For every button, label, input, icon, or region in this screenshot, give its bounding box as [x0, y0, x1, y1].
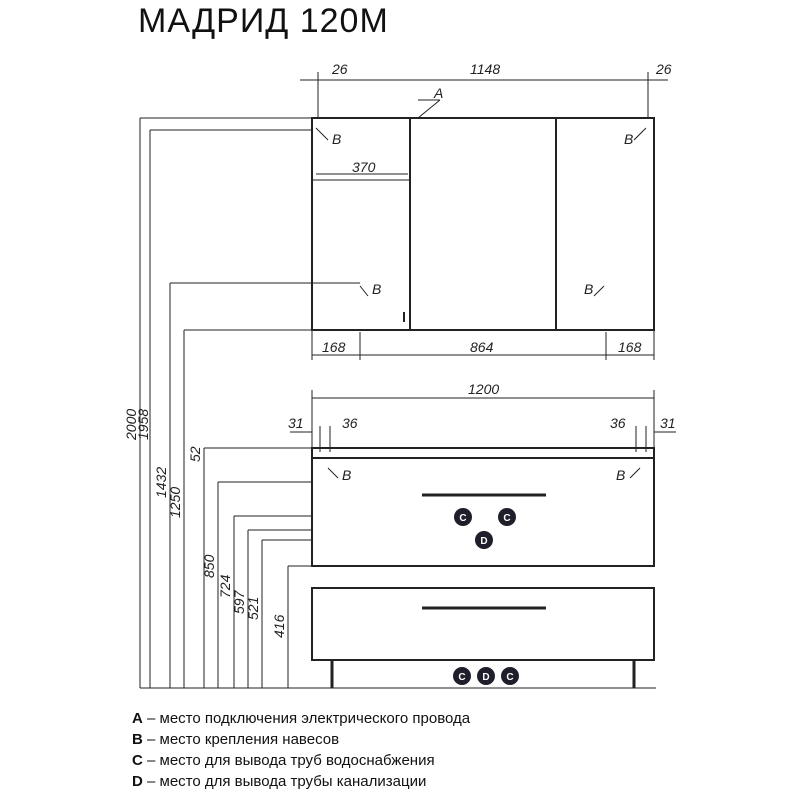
dim-height-1250: 1250 [167, 486, 183, 518]
dim-vanity-left-31: 31 [288, 415, 304, 431]
legend-text: – место для вывода труб водоснабжения [142, 752, 435, 769]
diagram-title: МАДРИД 120М [138, 2, 389, 40]
dim-bottom-left: 168 [322, 339, 346, 355]
dim-height-521: 521 [245, 596, 261, 620]
marker-d: D [480, 536, 488, 547]
vanity-lower-drawer [312, 588, 654, 660]
dim-bottom-mid: 864 [470, 339, 494, 355]
dim-top-right: 26 [656, 61, 672, 77]
marker-a: A [434, 85, 444, 101]
marker-c-left: C [459, 513, 467, 524]
dim-height-1958: 1958 [135, 408, 151, 440]
dim-vanity-left-36: 36 [342, 415, 358, 431]
dim-height-724: 724 [217, 574, 233, 598]
vanity-upper-drawer [312, 458, 654, 566]
marker-d-floor: D [482, 672, 490, 683]
marker-b-cabinet-top-left: B [332, 131, 342, 147]
legend-row-a [132, 708, 470, 729]
mirror-cabinet-outline [312, 118, 654, 330]
dim-height-2000: 2000 [123, 408, 139, 440]
legend-key: D [132, 773, 143, 790]
dim-bottom-right: 168 [618, 339, 642, 355]
dim-vanity-width: 1200 [468, 381, 500, 397]
legend-key: C [132, 752, 143, 769]
marker-b-vanity-left: B [342, 467, 352, 483]
legend-text: – место крепления навесов [142, 731, 340, 748]
legend-text: – место для вывода трубы канализации [142, 773, 427, 790]
dim-height-850: 850 [201, 554, 217, 578]
legend-text: – место подключения электрического провода [142, 710, 471, 727]
marker-c-right: C [503, 513, 511, 524]
dim-top-left: 26 [332, 61, 348, 77]
dim-vanity-right-36: 36 [610, 415, 626, 431]
marker-b-cabinet-top-right: B [624, 131, 634, 147]
marker-c-floor-left: C [458, 672, 466, 683]
legend-row-d [132, 771, 470, 792]
legend-key: A [132, 710, 143, 727]
marker-b-cabinet-bottom-left: B [372, 281, 382, 297]
dim-top-width: 1148 [470, 61, 501, 77]
legend [132, 708, 470, 792]
dim-shelf-width: 370 [352, 159, 376, 175]
dim-height-416: 416 [271, 614, 287, 638]
dim-vanity-right-31: 31 [660, 415, 676, 431]
vanity-countertop [312, 448, 654, 458]
pipe-markers-floor [453, 667, 519, 685]
marker-c-floor-right: C [506, 672, 514, 683]
legend-row-c [132, 750, 470, 771]
legend-row-b [132, 729, 470, 750]
pipe-markers-drawer [454, 508, 516, 549]
dim-height-1432: 1432 [153, 466, 169, 498]
marker-b-cabinet-bottom-right: B [584, 281, 594, 297]
legend-key: B [132, 731, 143, 748]
dim-height-597: 597 [231, 590, 247, 614]
dim-height-52: 52 [187, 446, 203, 462]
marker-b-vanity-right: B [616, 467, 626, 483]
